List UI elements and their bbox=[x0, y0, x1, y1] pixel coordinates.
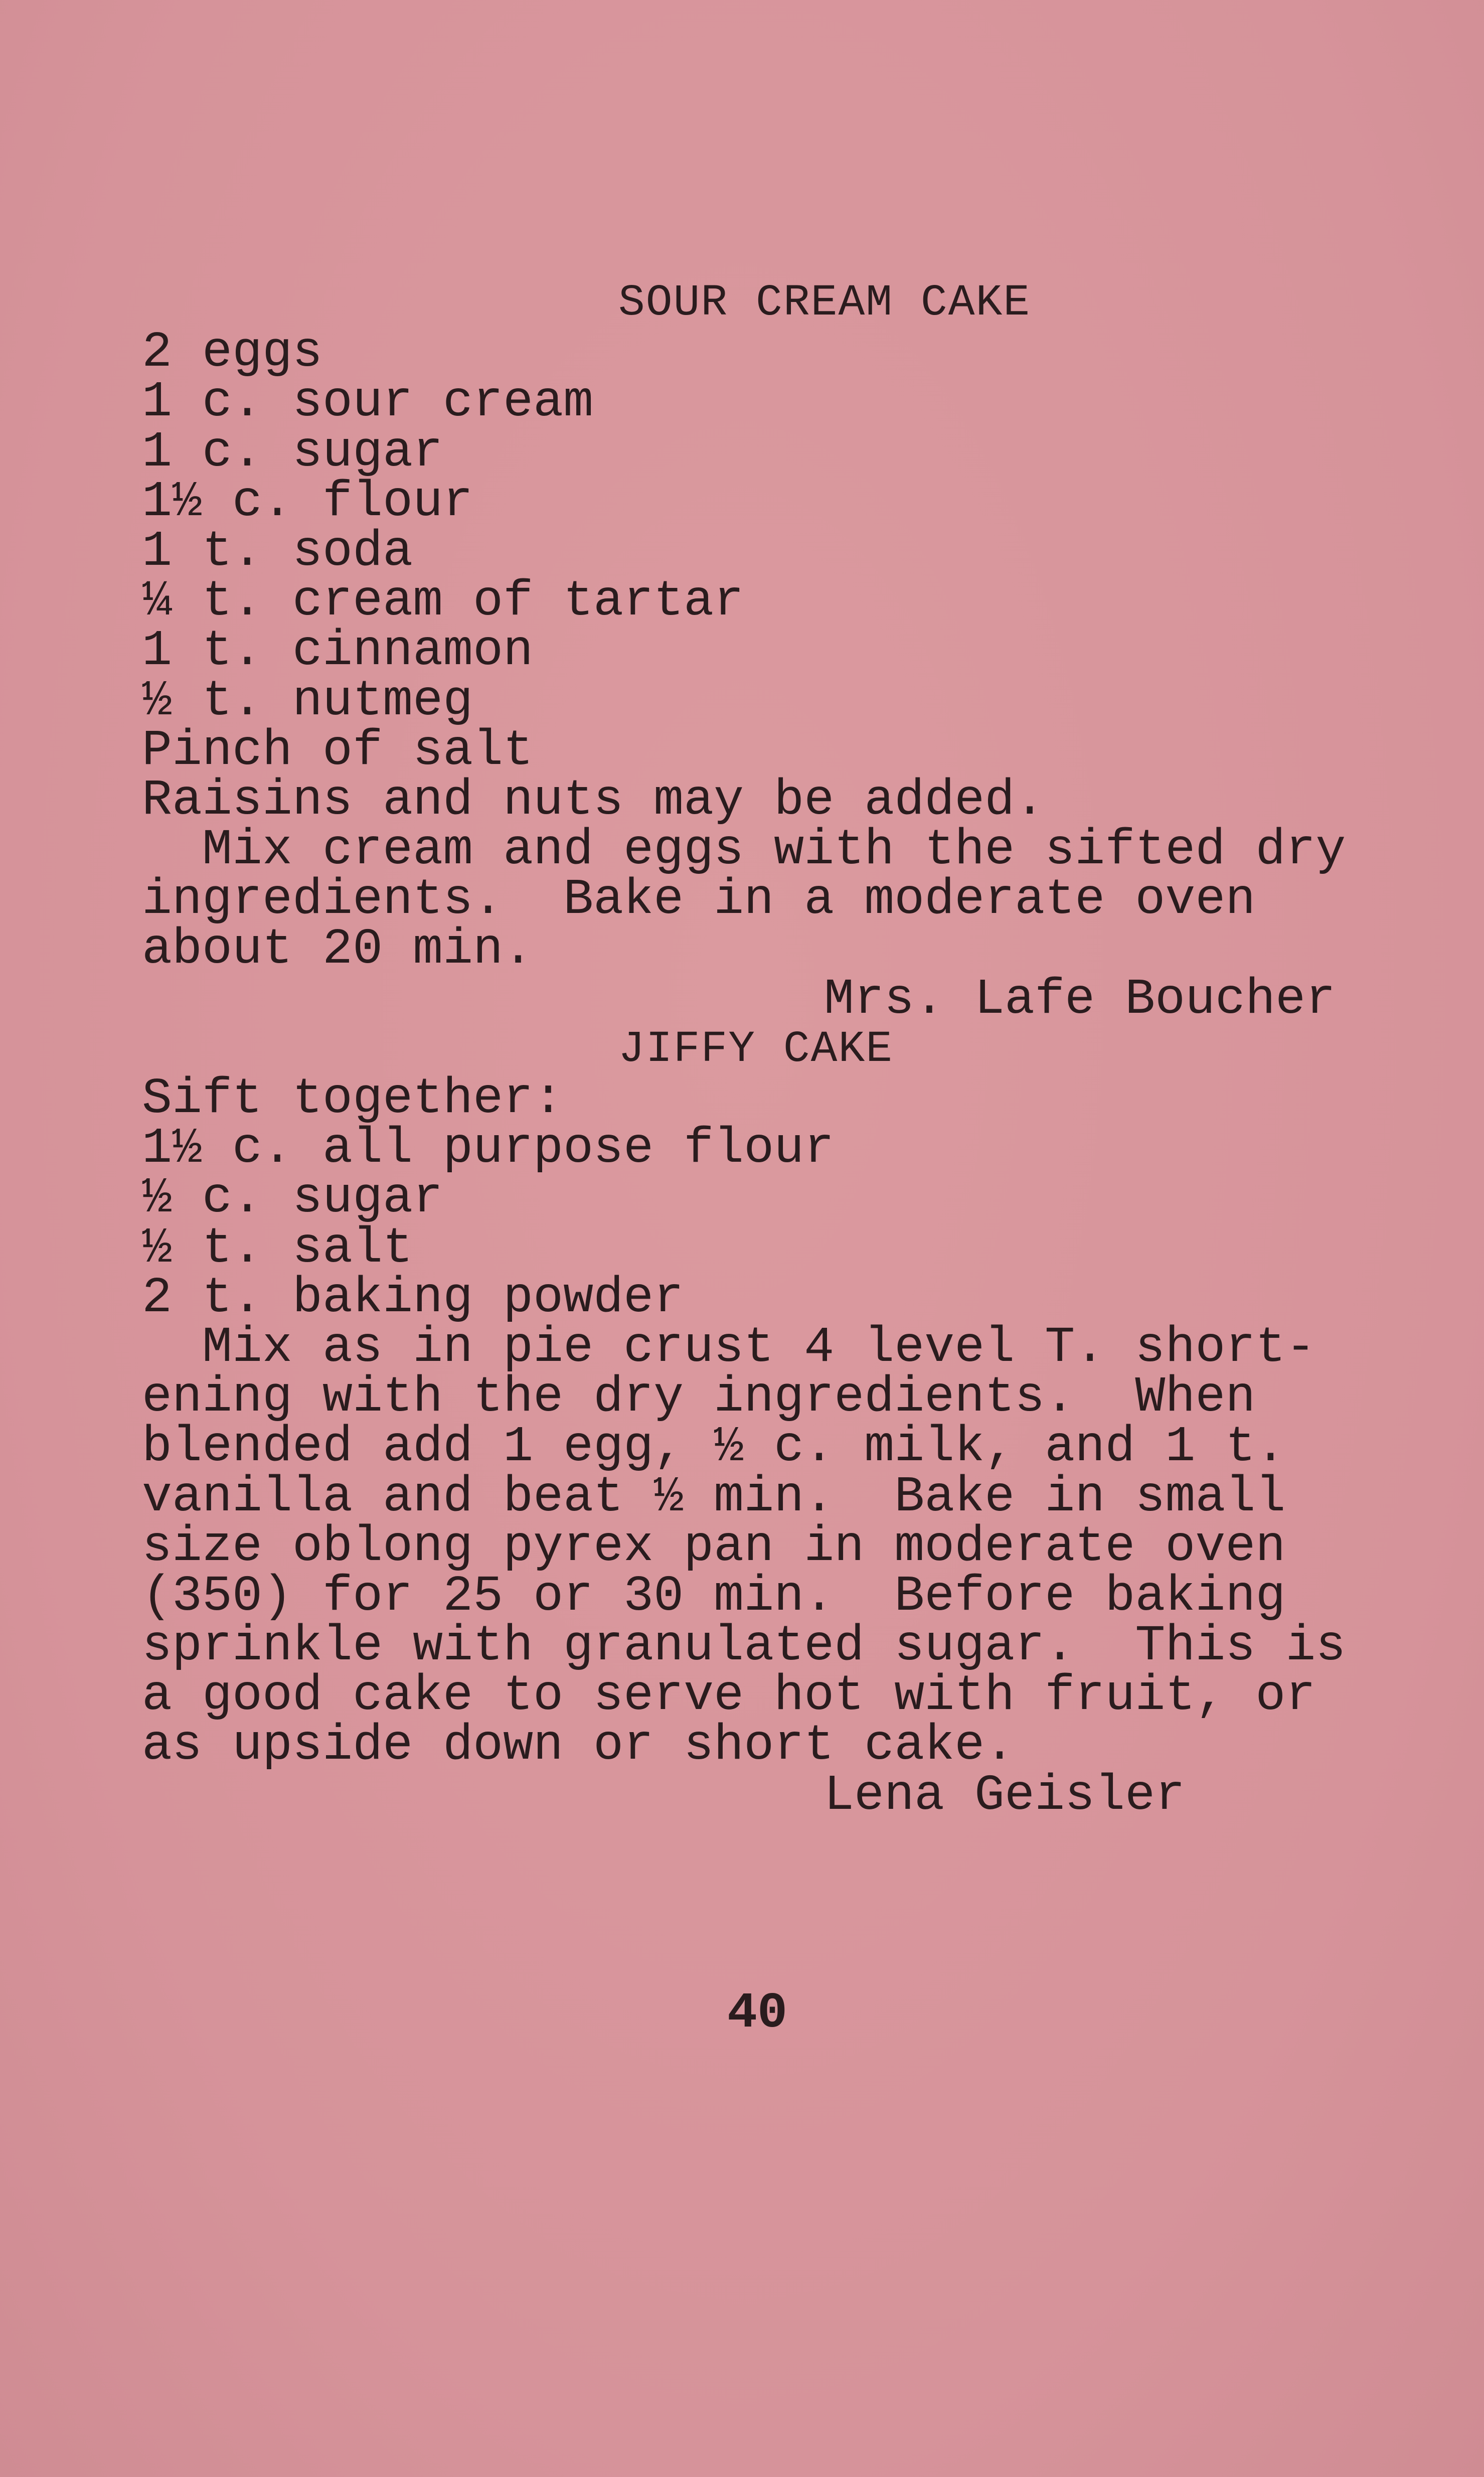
recipe-author: Mrs. Lafe Boucher bbox=[824, 971, 1336, 1028]
direction-line: sprinkle with granulated sugar. This is bbox=[142, 1618, 1346, 1675]
direction-line: Mix as in pie crust 4 level T. short- bbox=[202, 1319, 1316, 1376]
direction-line: as upside down or short cake. bbox=[142, 1718, 1015, 1775]
ingredient: 1½ c. flour bbox=[142, 474, 473, 531]
ingredient: 2 t. baking powder bbox=[142, 1270, 684, 1327]
ingredient: ¼ t. cream of tartar bbox=[142, 573, 744, 631]
direction-line: blended add 1 egg, ½ c. milk, and 1 t. bbox=[142, 1419, 1286, 1476]
ingredient: 1 c. sour cream bbox=[142, 374, 594, 431]
ingredient: 2 eggs bbox=[142, 325, 323, 382]
direction-line: a good cake to serve hot with fruit, or bbox=[142, 1668, 1316, 1725]
typed-text bbox=[142, 278, 1346, 1824]
direction-line: Mix cream and eggs with the sifted dry bbox=[202, 822, 1346, 879]
ingredient: ½ t. nutmeg bbox=[142, 673, 473, 730]
recipe-title: JIFFY CAKE bbox=[618, 1024, 894, 1074]
ingredient: 1 t. soda bbox=[142, 523, 413, 580]
page-number: 40 bbox=[727, 1985, 788, 2042]
recipe-title: SOUR CREAM CAKE bbox=[618, 278, 1031, 328]
direction-line: ingredients. Bake in a moderate oven bbox=[142, 872, 1256, 929]
ingredient: ½ c. sugar bbox=[142, 1170, 443, 1227]
ingredient: 1½ c. all purpose flour bbox=[142, 1121, 835, 1178]
direction-line: about 20 min. bbox=[142, 921, 534, 979]
recipe-author: Lena Geisler bbox=[824, 1767, 1186, 1824]
ingredient: Raisins and nuts may be added. bbox=[142, 772, 1045, 829]
ingredient: ½ t. salt bbox=[142, 1220, 413, 1277]
ingredient: 1 c. sugar bbox=[142, 424, 443, 481]
ingredient: Pinch of salt bbox=[142, 722, 534, 780]
direction-line: vanilla and beat ½ min. Bake in small bbox=[142, 1469, 1286, 1526]
ingredient: Sift together: bbox=[142, 1071, 564, 1128]
direction-line: ening with the dry ingredients. When bbox=[142, 1369, 1256, 1427]
direction-line: size oblong pyrex pan in moderate oven bbox=[142, 1518, 1286, 1576]
ingredient: 1 t. cinnamon bbox=[142, 623, 534, 680]
direction-line: (350) for 25 or 30 min. Before baking bbox=[142, 1568, 1286, 1625]
